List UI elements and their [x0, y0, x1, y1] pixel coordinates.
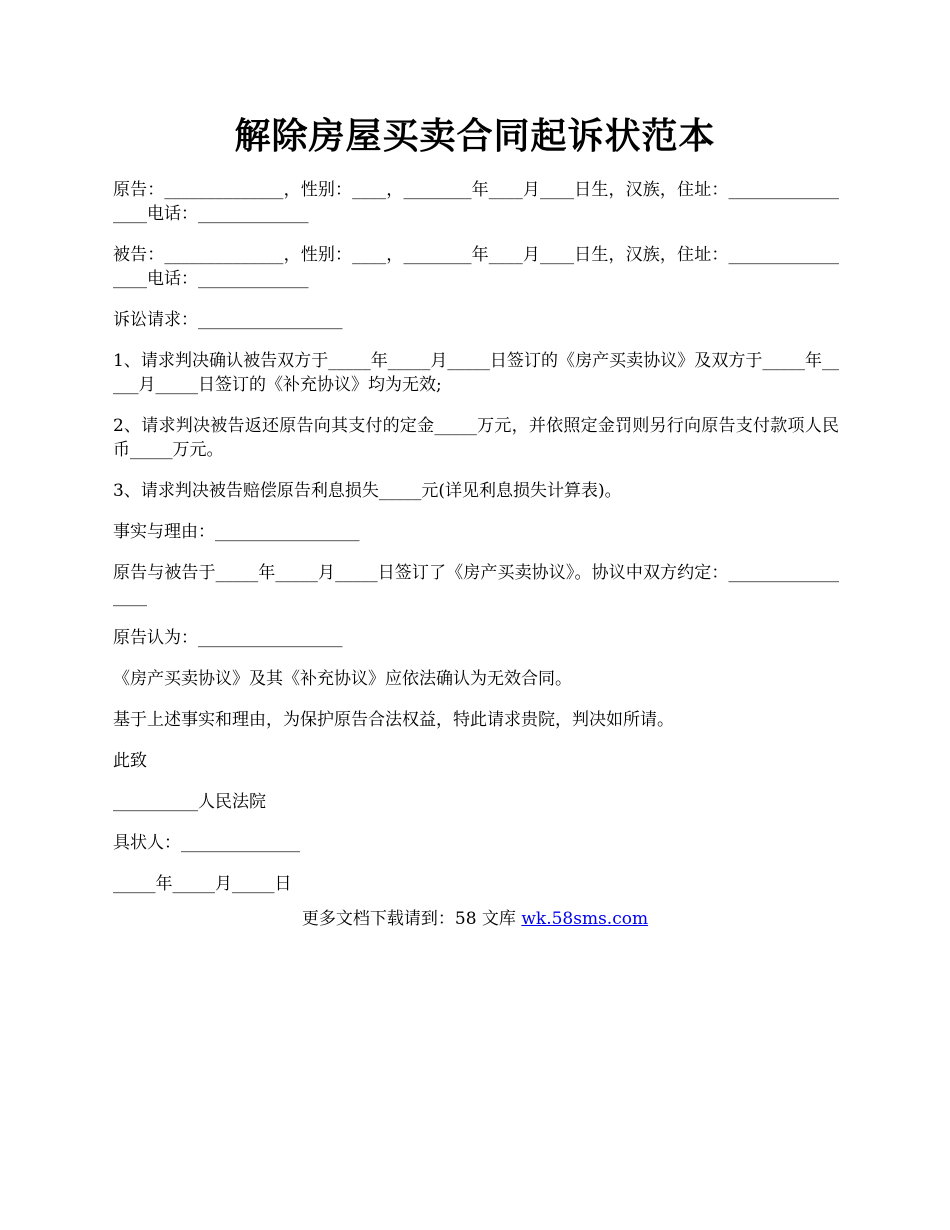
request-statement: 基于上述事实和理由，为保护原告合法权益，特此请求贵院，判决如所请。	[113, 710, 674, 730]
document-title: 解除房屋买卖合同起诉状范本	[234, 115, 716, 157]
signer-line: 具状人：______________	[113, 833, 300, 853]
defendant-info: 被告：______________，性别：____，________年____月____日生，汉族，住址：_________________电话：_____________	[113, 245, 839, 289]
facts-heading: 事实与理由：_________________	[113, 522, 360, 542]
plaintiff-opinion-text: 《房产买卖协议》及其《补充协议》应依法确认为无效合同。	[113, 669, 572, 689]
claim-1: 1、请求判决确认被告双方于_____年_____月_____日签订的《房产买卖协议》及双方于_____年_____月_____日签订的《补充协议》均为无效;	[113, 351, 839, 395]
claim-2: 2、请求判决被告返还原告向其支付的定金_____万元，并依照定金罚则另行向原告支付款项人民币_____万元。	[113, 416, 839, 460]
date-line: _____年_____月_____日	[113, 874, 292, 894]
claim-3: 3、请求判决被告赔偿原告利息损失_____元(详见利息损失计算表)。	[113, 481, 622, 501]
footer	[0, 907, 950, 931]
footer-link[interactable]: wk.58sms.com	[521, 909, 649, 929]
salutation: 此致	[113, 751, 147, 771]
facts-text: 原告与被告于_____年_____月_____日签订了《房产买卖协议》。协议中双方约定：_________________	[113, 563, 839, 607]
plaintiff-opinion-heading: 原告认为：_________________	[113, 628, 343, 648]
plaintiff-info: 原告：______________，性别：____，________年____月____日生，汉族，住址：_________________电话：_____________	[113, 180, 839, 224]
claims-heading: 诉讼请求：_________________	[113, 310, 343, 330]
court-name: __________人民法院	[113, 792, 266, 812]
document-body	[113, 178, 839, 913]
footer-text: 更多文档下载请到：58 文库	[301, 909, 522, 929]
